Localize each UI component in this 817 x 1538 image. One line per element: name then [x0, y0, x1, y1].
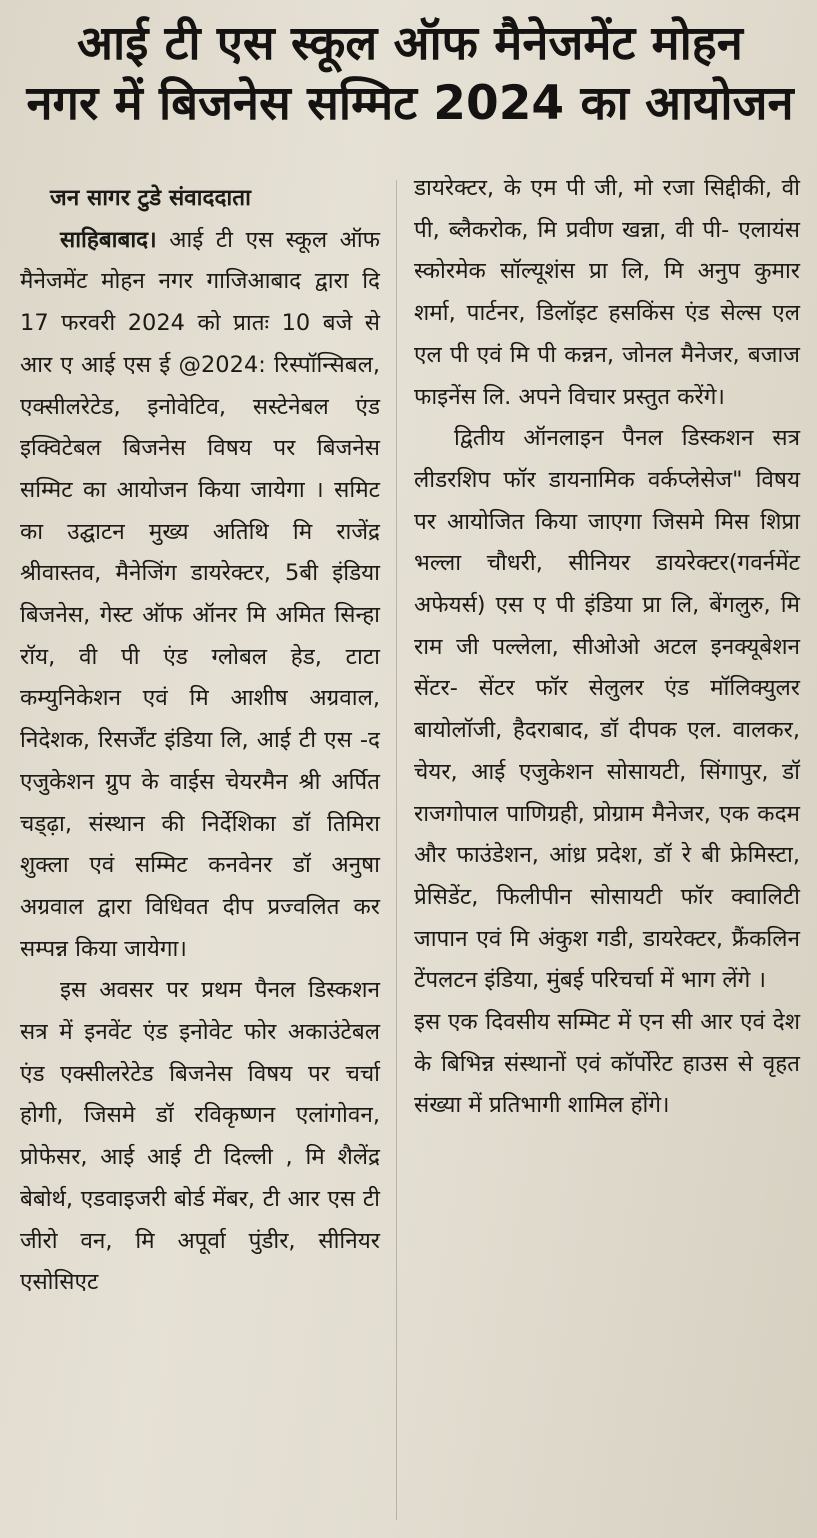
byline: जन सागर टुडे संवाददाता	[50, 185, 251, 211]
paragraph-panel-continued: डायरेक्टर, के एम पी जी, मो रजा सिद्दीकी, वी पी, ब्लैकरोक, मि प्रवीण खन्ना, वी पी- एलायंस स्कोरमेक सॉल्यूशंस प्रा लि, मि अनुप कुमार शर्मा, पार्टनर, डिलॉइट हसकिंस एंड सेल्स एल एल पी एवं मि पी कन्नन, जोनल मैनेजर, बजाज फाइनेंस लि. अपने विचार प्रस्तुत करेंगे।	[414, 175, 800, 410]
paragraph-second-panel: द्वितीय ऑनलाइन पैनल डिस्कशन सत्र लीडरशिप फॉर डायनामिक वर्कप्लेसेज" विषय पर आयोजित किया जाएगा जिसमे मिस शिप्रा भल्ला चौधरी, सीनियर डायरेक्टर(गवर्नमेंट अफेयर्स) एस ए पी इंडिया प्रा लि, बेंगलुरु, मि राम जी पल्लेला, सीओओ अटल इनक्यूबेशन सेंटर- सेंटर फॉर सेलुलर एंड मॉलिक्युलर बायोलॉजी, हैदराबाद, डॉ दीपक एल. वालकर, चेयर, आई एजुकेशन सोसायटी, सिंगापुर, डॉ राजगोपाल पाणिग्रही, प्रोग्राम मैनेजर, एक कदम और फाउंडेशन, आंध्र प्रदेश, डॉ रे बी फ्रेमिस्टा, प्रेसिडेंट, फिलीपीन सोसायटी फॉर क्वालिटी जापान एवं मि अंकुश गडी, डायरेक्टर, फ्रैंकलिन टेंपलटन इंडिया, मुंबई परिचर्चा में भाग लेंगे ।	[414, 425, 800, 994]
headline-line-2: नगर में बिजनेस सम्मिट 2024 का आयोजन	[26, 76, 794, 131]
paragraph-intro-text: आई टी एस स्कूल ऑफ मैनेजमेंट मोहन नगर गाजिआबाद द्वारा दि 17 फरवरी 2024 को प्रातः 10 बजे से आर ए आई एस ई @2024: रिस्पॉन्सिबल, एक्सीलरेटेड, इनोवेटिव, सस्टेनेबल एंड इक्विटेबल बिजनेस विषय पर बिजनेस सम्मिट का आयोजन किया जायेगा । समिट का उद्घाटन मुख्य अतिथि मि राजेंद्र श्रीवास्तव, मैनेजिंग डायरेक्टर, 5बी इंडिया बिजनेस, गेस्ट ऑफ ऑनर मि अमित सिन्हा रॉय, वी पी एंड ग्लोबल हेड, टाटा कम्युनिकेशन एवं मि आशीष अग्रवाल, निदेशक, रिसर्जेंट इंडिया लि, आई टी एस -द एजुकेशन ग्रुप के वाईस चेयरमैन श्री अर्पित चड्ढ़ा, संस्थान की निर्देशिका डॉ तिमिरा शुक्ला एवं सम्मिट कनवेनर डॉ अनुषा अग्रवाल द्वारा विधिवत दीप प्रज्वलित कर सम्पन्न किया जायेगा।	[20, 226, 381, 962]
headline	[20, 14, 800, 134]
headline-line-1: आई टी एस स्कूल ऑफ मैनेजमेंट मोहन	[77, 16, 743, 71]
dateline: साहिबाबाद।	[60, 226, 157, 253]
article-column-left	[20, 178, 380, 1304]
article-column-right	[414, 168, 800, 1127]
paragraph-first-panel: इस अवसर पर प्रथम पैनल डिस्कशन सत्र में इनवेंट एंड इनोवेट फोर अकाउंटेबल एंड एक्सीलरेटेड बिजनेस विषय पर चर्चा होगी, जिसमे डॉ रविकृष्णन एलांगोवन, प्रोफेसर, आई आई टी दिल्ली , मि शैलेंद्र बेबोर्थ, एडवाइजरी बोर्ड मेंबर, टी आर एस टी जीरो वन, मि अपूर्वा पुंडीर, सीनियर एसोसिएट	[20, 977, 380, 1296]
paragraph-closing: इस एक दिवसीय सम्मिट में एन सी आर एवं देश के बिभिन्न संस्थानों एवं कॉर्पोरेट हाउस से वृहत संख्या में प्रतिभागी शामिल होंगे।	[414, 1009, 800, 1119]
paragraph-intro	[20, 220, 380, 971]
column-divider	[396, 180, 397, 1520]
